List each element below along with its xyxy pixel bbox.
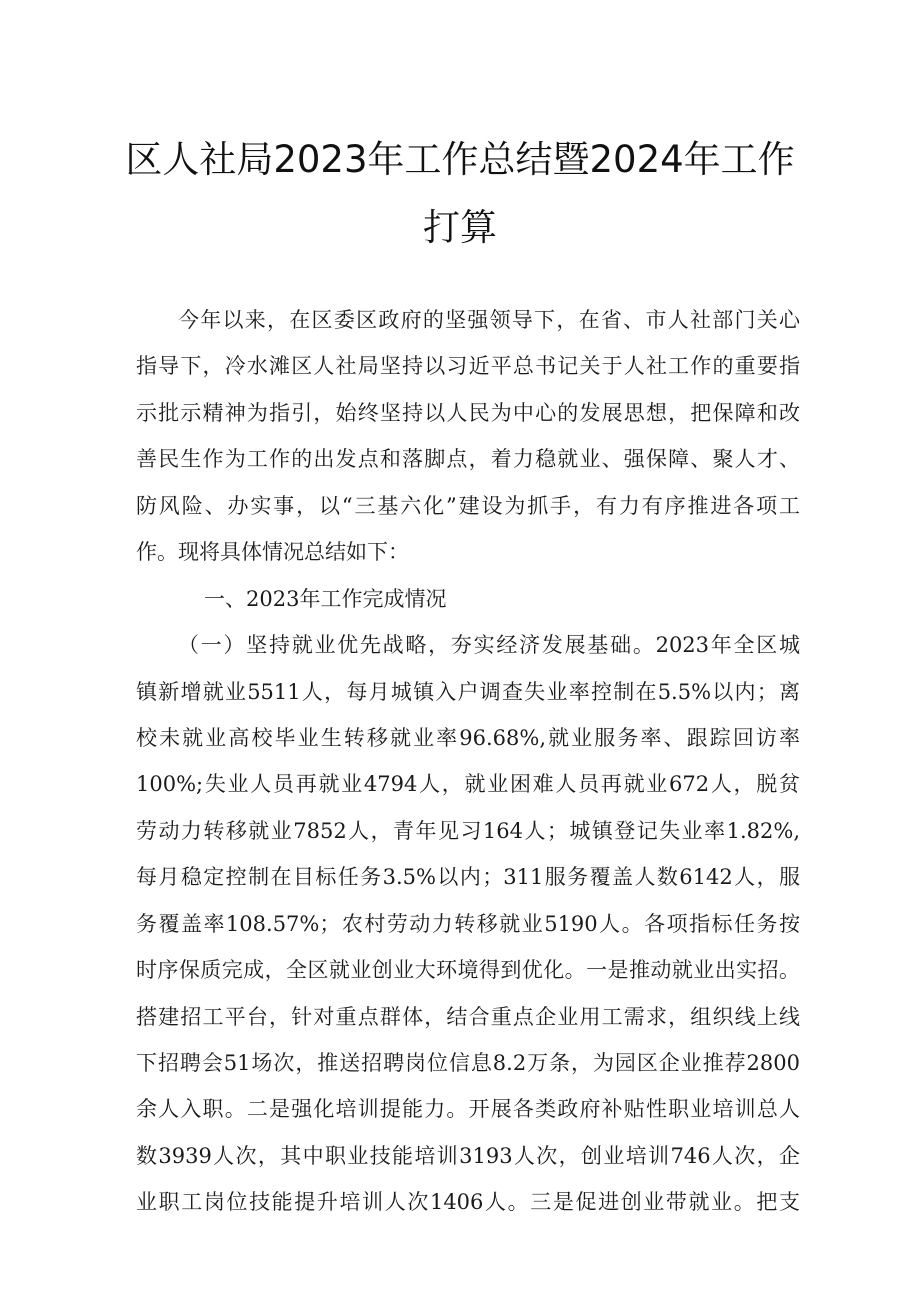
body-line-11: 100%;失业人员再就业4794人，就业困难人员再就业672人，脱贫 (136, 772, 800, 797)
body-line-2: 指导下，冷水滩区人社局坚持以习近平总书记关于人社工作的重要指 (136, 354, 800, 379)
section-heading: 一、2023年工作完成情况 (204, 586, 447, 611)
document-body (136, 297, 800, 1226)
document-title-line-1: 区人社局2023年工作总结暨2024年工作 (125, 138, 795, 181)
body-line-14: 务覆盖率108.57%；农村劳动力转移就业5190人。各项指标任务按 (136, 911, 800, 936)
body-line-20: 业职工岗位技能提升培训人次1406人。三是促进创业带就业。把支 (136, 1190, 800, 1215)
body-line-4: 善民生作为工作的出发点和落脚点，着力稳就业、强保障、聚人才、 (136, 447, 800, 472)
body-line-10: 校未就业高校毕业生转移就业率96.68%,就业服务率、跟踪回访率 (136, 725, 800, 750)
body-line-8: （一）坚持就业优先战略，夯实经济发展基础。2023年全区城 (178, 633, 800, 658)
document-title-line-2: 打算 (423, 206, 497, 249)
body-line-5: 防风险、办实事，以“三基六化”建设为抓手，有力有序推进各项工 (136, 493, 800, 518)
body-line-18: 余人入职。二是强化培训提能力。开展各类政府补贴性职业培训总人 (136, 1097, 800, 1122)
body-line-16: 搭建招工平台，针对重点群体，结合重点企业用工需求，组织线上线 (136, 1004, 800, 1029)
body-line-9: 镇新增就业5511人，每月城镇入户调查失业率控制在5.5%以内；离 (136, 679, 800, 704)
body-line-3: 示批示精神为指引，始终坚持以人民为中心的发展思想，把保障和改 (136, 400, 800, 425)
body-line-17: 下招聘会51场次，推送招聘岗位信息8.2万条，为园区企业推荐2800 (136, 1051, 800, 1075)
body-line-19: 数3939人次，其中职业技能培训3193人次，创业培训746人次，企 (136, 1143, 800, 1168)
body-line-15: 时序保质完成，全区就业创业大环境得到优化。一是推动就业出实招。 (136, 958, 800, 983)
body-line-1: 今年以来，在区委区政府的坚强领导下，在省、市人社部门关心 (178, 308, 800, 332)
body-line-6: 作。现将具体情况总结如下： (136, 540, 409, 565)
body-line-13: 每月稳定控制在目标任务3.5%以内；311服务覆盖人数6142人，服 (136, 865, 800, 890)
body-line-12: 劳动力转移就业7852人，青年见习164人；城镇登记失业率1.82%, (136, 818, 800, 843)
